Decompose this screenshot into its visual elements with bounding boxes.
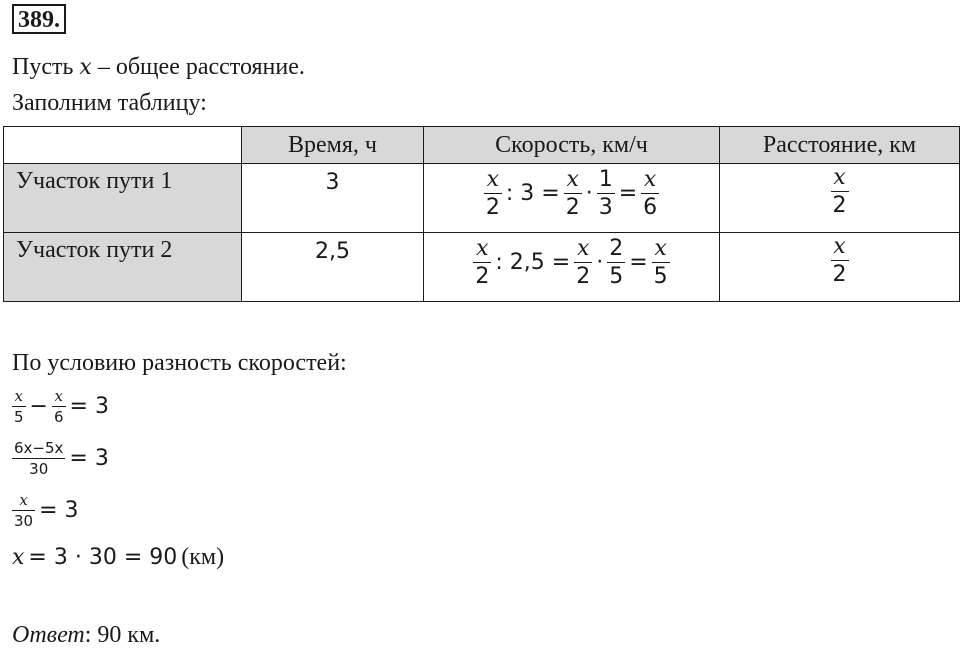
denominator: 5: [14, 408, 24, 426]
data-table: [3, 126, 960, 302]
numerator: x: [52, 386, 66, 407]
denominator: 2: [475, 264, 490, 289]
condition-line: По условию разность скоростей:: [12, 350, 347, 376]
intro-variable: x: [79, 55, 92, 80]
numerator: 6x−5x: [14, 439, 64, 457]
distance-cell: [720, 164, 960, 233]
fill-table-line: Заполним таблицу:: [12, 90, 207, 116]
intro-let-prefix: Пусть: [12, 54, 74, 80]
answer-label: Ответ: [12, 622, 85, 648]
unit: (км): [181, 544, 225, 570]
denominator: 30: [14, 512, 34, 530]
operator: =: [629, 250, 648, 275]
fraction: [597, 166, 615, 221]
fraction: [473, 235, 491, 290]
equation-2: [12, 438, 109, 479]
fraction: [564, 166, 582, 221]
numerator: 1: [598, 167, 613, 192]
denominator: 6: [643, 195, 658, 220]
fraction: [12, 438, 65, 479]
speed-expression: [473, 233, 669, 290]
equation-3: [12, 490, 79, 531]
numerator: x: [12, 490, 35, 511]
operator: : 3 =: [505, 181, 560, 206]
time-value: 2,5: [315, 239, 350, 264]
table-row: [4, 233, 960, 302]
operator: ·: [585, 181, 593, 206]
fraction: [831, 233, 849, 288]
time-cell: [242, 233, 424, 302]
denominator: 2: [832, 262, 847, 287]
header-time: Время, ч: [242, 127, 424, 164]
header-distance: Расстояние, км: [720, 127, 960, 164]
numerator: x: [574, 235, 592, 263]
problem-number: 389.: [12, 4, 66, 34]
equation-rhs: = 3 · 30 = 90: [28, 545, 178, 570]
operator: =: [618, 181, 638, 206]
equation-4: [12, 544, 224, 571]
row-label: Участок пути 1: [4, 164, 242, 233]
fraction: [484, 166, 502, 221]
denominator: 2: [832, 193, 847, 218]
denominator: 2: [576, 264, 591, 289]
denominator: 2: [485, 195, 500, 220]
denominator: 5: [653, 264, 668, 289]
fraction: [652, 235, 670, 290]
denominator: 2: [565, 195, 580, 220]
numerator: x: [831, 233, 849, 261]
fraction: [574, 235, 592, 290]
fraction: [12, 386, 26, 427]
operator: ·: [596, 250, 604, 275]
numerator: x: [484, 166, 502, 194]
operator: : 2,5 =: [495, 250, 571, 275]
numerator: x: [652, 235, 670, 263]
numerator: x: [831, 164, 849, 192]
speed-cell: [424, 233, 720, 302]
numerator: 2: [609, 236, 624, 261]
header-speed: Скорость, км/ч: [424, 127, 720, 164]
denominator: 3: [598, 195, 613, 220]
variable: x: [12, 545, 25, 570]
denominator: 6: [53, 408, 64, 426]
equation-rhs: = 3: [69, 446, 109, 471]
denominator: 30: [29, 460, 49, 478]
time-cell: [242, 164, 424, 233]
table-header-row: [4, 127, 960, 164]
row-label: Участок пути 2: [4, 233, 242, 302]
denominator: 5: [609, 264, 624, 289]
fraction: [607, 235, 625, 290]
answer-text: : 90 км.: [84, 622, 161, 648]
table-row: [4, 164, 960, 233]
time-value: 3: [325, 170, 340, 195]
operator: −: [29, 394, 48, 419]
equation-rhs: = 3: [39, 498, 79, 523]
fraction: [641, 166, 659, 221]
numerator: x: [473, 235, 491, 263]
table-corner-cell: [4, 127, 242, 164]
equation-1: [12, 386, 109, 427]
speed-cell: [424, 164, 720, 233]
distance-cell: [720, 233, 960, 302]
speed-expression: [484, 164, 659, 221]
numerator: x: [12, 386, 26, 407]
fraction: [12, 490, 35, 531]
equation-rhs: = 3: [69, 394, 109, 419]
fraction: [52, 386, 66, 427]
intro-let-suffix: – общее расстояние.: [97, 54, 305, 80]
numerator: x: [564, 166, 582, 194]
fraction: [831, 164, 849, 219]
numerator: x: [641, 166, 659, 194]
intro-line: [12, 52, 305, 83]
